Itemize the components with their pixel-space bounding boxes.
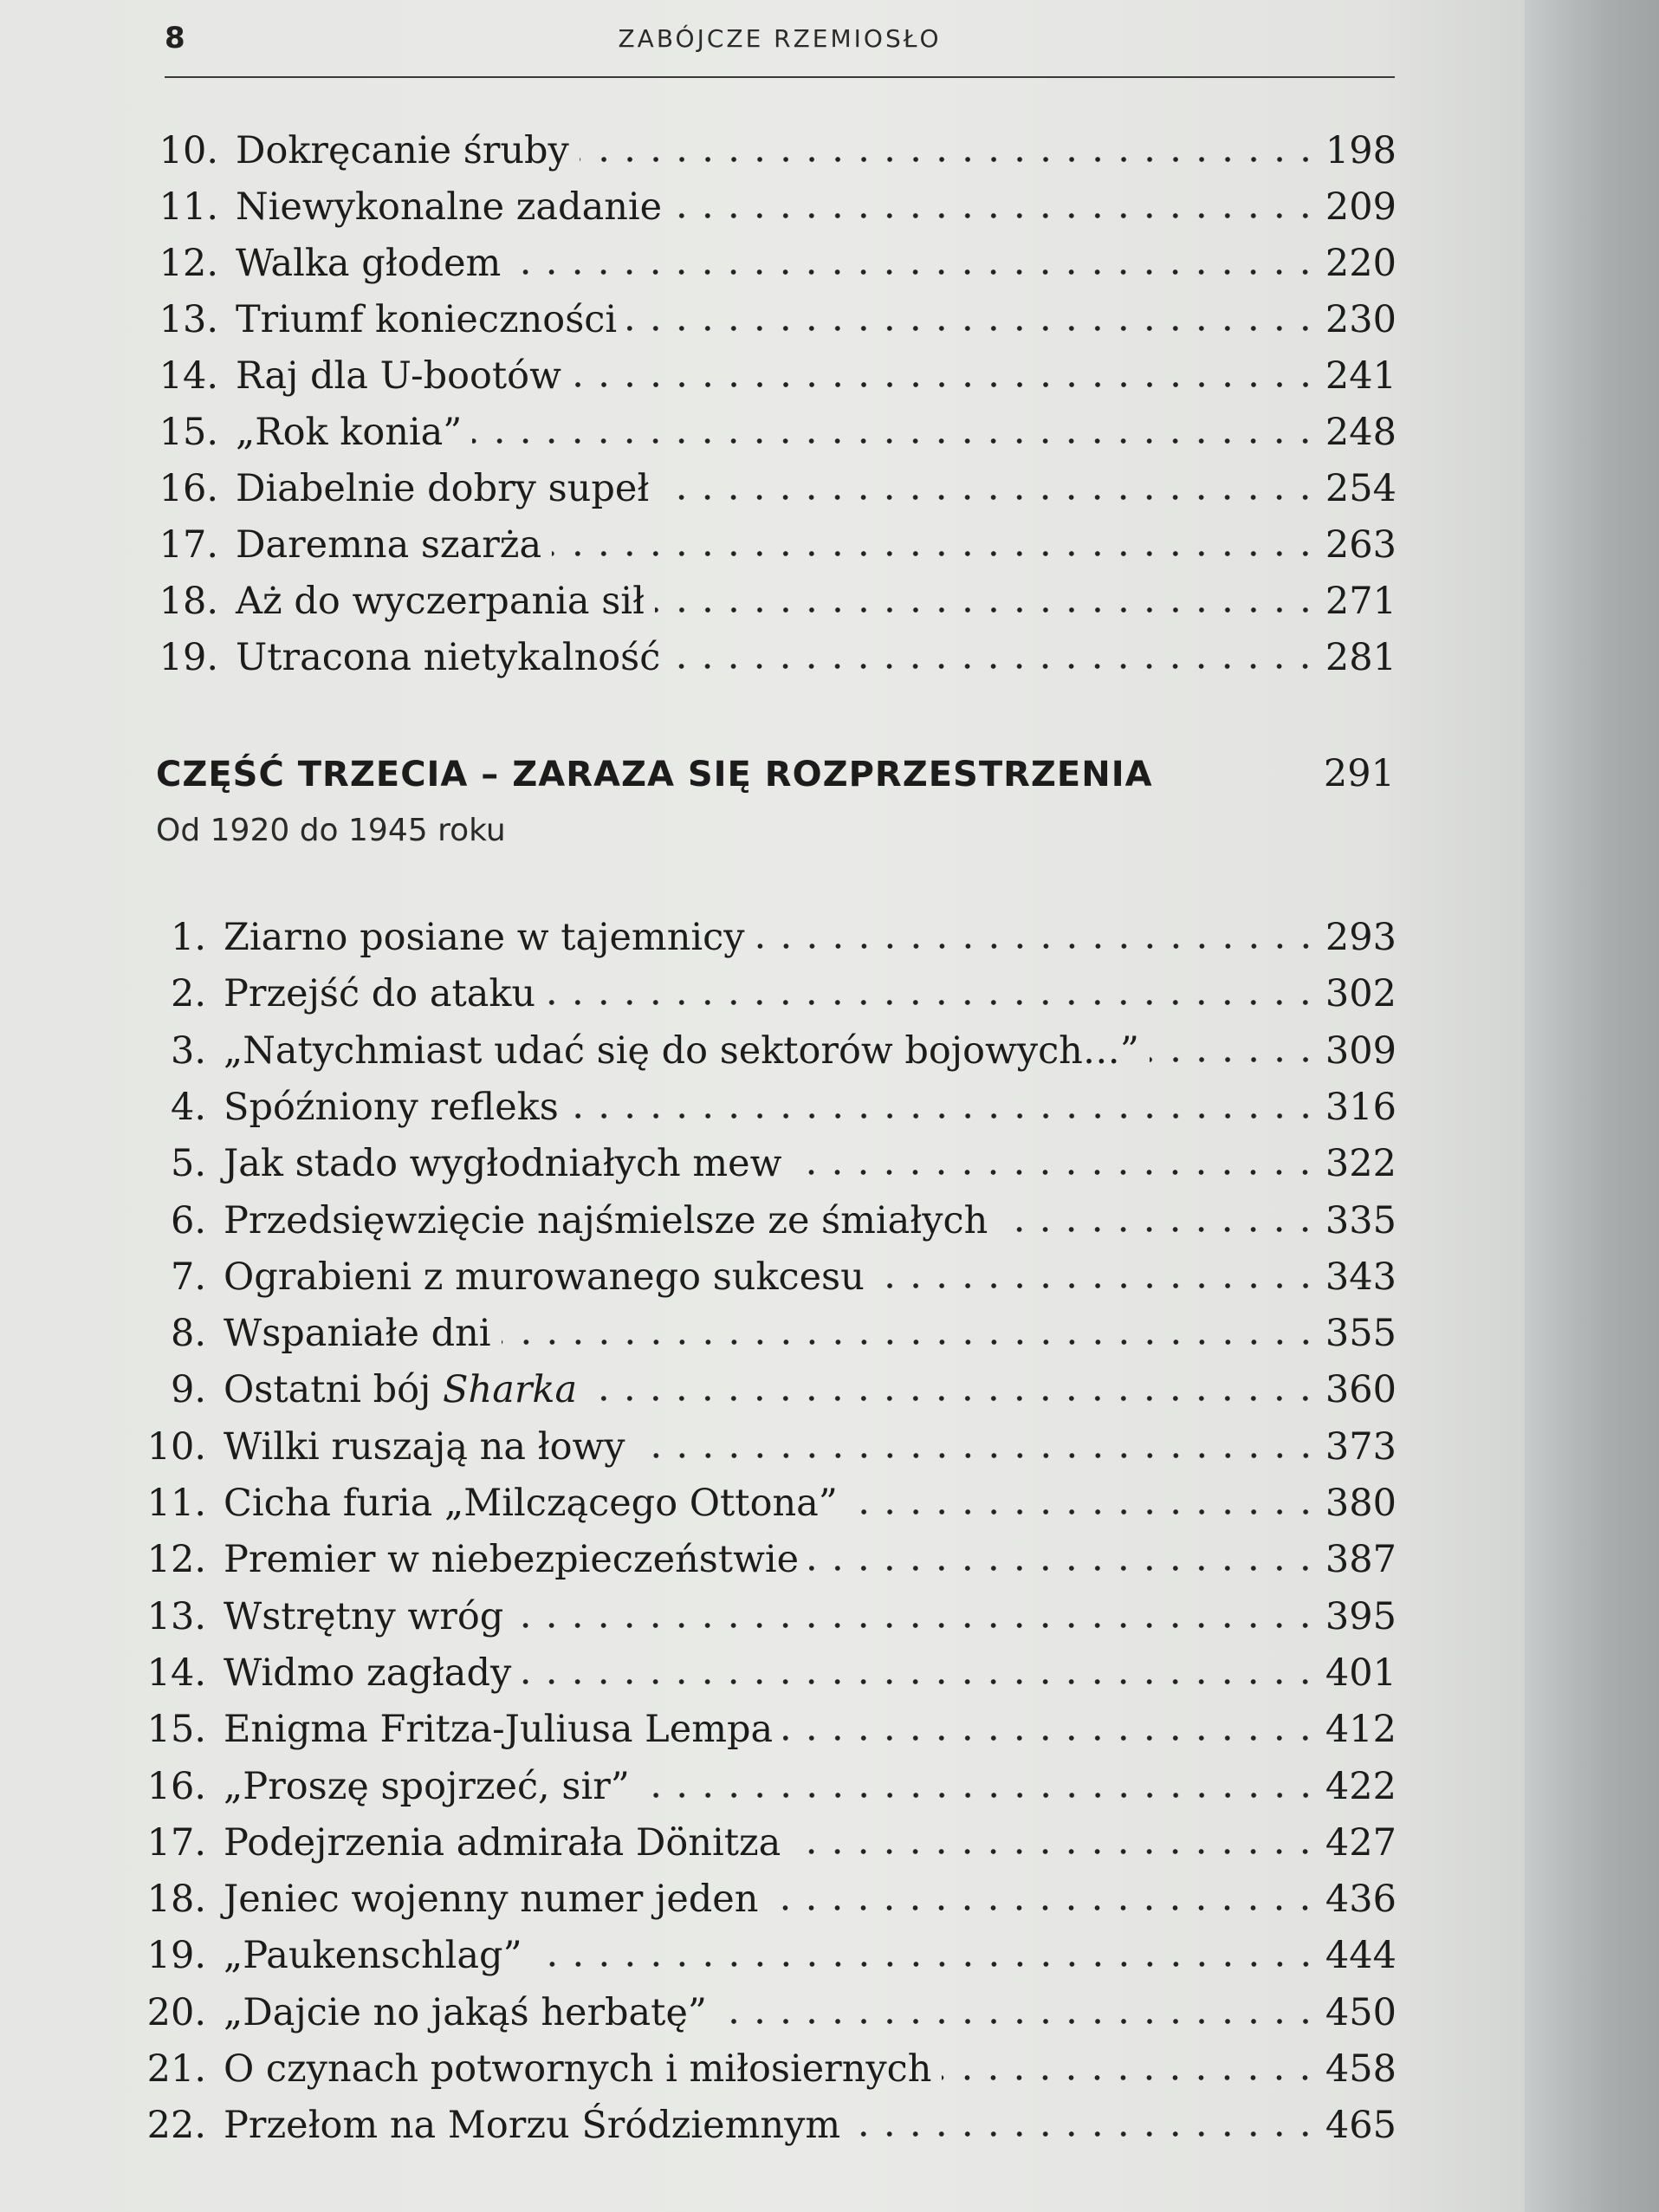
toc-entry-title-text: Przejść do ataku xyxy=(224,972,536,1016)
toc-entry-title xyxy=(224,1703,773,1755)
toc-entry-page-number: 427 xyxy=(1325,1820,1397,1865)
toc-entry-page-number: 309 xyxy=(1325,1028,1397,1073)
toc-entry-title xyxy=(224,2043,931,2095)
toc-entry xyxy=(139,1195,1397,1247)
toc-entry-number: 15. xyxy=(146,1708,206,1752)
toc-entry xyxy=(156,294,1397,346)
toc-entry xyxy=(156,237,1397,289)
toc-entry-title xyxy=(224,1477,838,1529)
toc-entry xyxy=(139,1703,1397,1755)
toc-entry-title-text: Przedsięwzięcie najśmielsze ze śmiałych xyxy=(224,1198,988,1242)
toc-entry-title-text: Jak stado wygłodniałych mew xyxy=(224,1142,782,1186)
toc-entry-number: 12. xyxy=(146,1538,206,1582)
dot-leader xyxy=(672,212,1319,219)
page-number: 8 xyxy=(165,21,185,55)
toc-entry-page-number: 302 xyxy=(1325,972,1397,1016)
toc-entry xyxy=(156,632,1397,684)
toc-entry-page-number: 465 xyxy=(1325,2104,1397,2148)
toc-entry xyxy=(139,911,1397,963)
toc-entry-title xyxy=(236,406,462,458)
toc-entry-page-number: 220 xyxy=(1325,242,1397,285)
toc-entry-number: 6. xyxy=(170,1198,206,1242)
toc-entry-title-text: Widmo zagłady xyxy=(224,1651,512,1695)
toc-entry-title xyxy=(236,181,662,233)
toc-entry-title-text: Spóźniony refleks xyxy=(224,1085,559,1129)
toc-entry-title-text: „Rok konia” xyxy=(236,411,463,454)
dot-leader xyxy=(533,1961,1319,1968)
dot-leader xyxy=(717,2018,1319,2025)
toc-entry-title xyxy=(224,1138,781,1190)
dot-leader xyxy=(472,438,1319,444)
toc-entry-page-number: 444 xyxy=(1325,1934,1397,1978)
toc-entry-number: 17. xyxy=(146,1820,206,1865)
toc-entry-number: 13. xyxy=(146,1594,206,1638)
dot-leader xyxy=(511,269,1319,276)
running-title: ZABÓJCZE RZEMIOSŁO xyxy=(618,24,942,53)
toc-entry xyxy=(139,1081,1397,1133)
toc-entry-page-number: 355 xyxy=(1325,1312,1397,1356)
toc-entry xyxy=(156,463,1397,515)
toc-entry-title xyxy=(224,1025,1139,1077)
toc-entry-title xyxy=(224,2099,840,2151)
toc-entry-number: 10. xyxy=(159,129,218,172)
toc-entry-number: 17. xyxy=(159,523,218,567)
dot-leader xyxy=(809,1565,1319,1572)
toc-entry-title-text: „Dajcie no jakąś herbatę” xyxy=(224,1990,707,2034)
toc-entry-page-number: 316 xyxy=(1325,1085,1397,1129)
toc-entry-number: 21. xyxy=(146,2047,206,2091)
toc-entry-number: 1. xyxy=(170,916,206,959)
toc-entry-number: 22. xyxy=(146,2104,206,2148)
dot-leader xyxy=(587,1395,1319,1402)
toc-entry-title xyxy=(236,125,569,177)
dot-leader xyxy=(569,1112,1319,1119)
toc-entry-title-text: Wspaniałe dni xyxy=(224,1312,491,1356)
toc-entry-page-number: 322 xyxy=(1325,1142,1397,1186)
toc-entry-title-text: Utracona nietykalność xyxy=(236,636,661,679)
toc-entry-title xyxy=(236,632,660,684)
dot-leader xyxy=(791,1848,1319,1855)
dot-leader xyxy=(783,1735,1319,1742)
toc-entry-number: 5. xyxy=(170,1142,206,1186)
toc-entry xyxy=(139,2099,1397,2151)
toc-entry-title xyxy=(224,1251,865,1303)
toc-entry-number: 19. xyxy=(146,1934,206,1978)
toc-entry-page-number: 230 xyxy=(1325,298,1397,341)
toc-entry-title xyxy=(224,1987,707,2039)
toc-entry-title-text: Niewykonalne zadanie xyxy=(236,185,663,229)
toc-entry-title-text: Wstrętny wróg xyxy=(224,1594,504,1638)
toc-entry-number: 18. xyxy=(146,1878,206,1922)
toc-entry-page-number: 263 xyxy=(1325,523,1397,567)
toc-entry xyxy=(139,1025,1397,1077)
toc-entry-title-text: Dokręcanie śruby xyxy=(236,129,569,172)
toc-entry-title-text: Walka głodem xyxy=(236,242,502,285)
toc-entry xyxy=(139,1138,1397,1190)
toc-entry-title-text: Diabelnie dobry supeł xyxy=(236,467,650,510)
toc-entry-title xyxy=(236,350,561,402)
toc-entry-title xyxy=(224,911,745,963)
toc-entry-title-text: Raj dla U-bootów xyxy=(236,354,561,398)
toc-entry-title xyxy=(224,1647,511,1699)
part-three-heading xyxy=(156,752,1395,795)
toc-entry-title-text: Ostatni bój xyxy=(224,1368,444,1412)
dot-leader xyxy=(875,1282,1319,1289)
toc-entry xyxy=(139,1307,1397,1359)
toc-entry xyxy=(139,1477,1397,1529)
toc-entry-page-number: 373 xyxy=(1325,1424,1397,1469)
dot-leader xyxy=(546,999,1319,1006)
dot-leader xyxy=(1150,1056,1319,1063)
toc-entry-page-number: 360 xyxy=(1325,1368,1397,1412)
toc-entry xyxy=(139,1251,1397,1303)
toc-entry-title xyxy=(224,1591,503,1643)
toc-entry xyxy=(139,1761,1397,1813)
toc-entry-title-text: „Paukenschlag” xyxy=(224,1934,522,1978)
toc-entry xyxy=(139,1987,1397,2039)
toc-entry xyxy=(156,125,1397,177)
toc-entry-number: 14. xyxy=(146,1651,206,1695)
toc-entry-page-number: 436 xyxy=(1325,1878,1397,1922)
toc-entry-title-text: Podejrzenia admirała Dönitza xyxy=(224,1820,781,1865)
toc-entry-title-text: „Proszę spojrzeć, sir” xyxy=(224,1764,630,1808)
toc-entry-page-number: 458 xyxy=(1325,2047,1397,2091)
toc-entry-page-number: 395 xyxy=(1325,1594,1397,1638)
toc-entry-number: 2. xyxy=(170,972,206,1016)
dot-leader xyxy=(627,325,1319,332)
toc-entry-number: 4. xyxy=(170,1085,206,1129)
toc-entry-number: 7. xyxy=(170,1255,206,1299)
toc-entry xyxy=(139,1930,1397,1982)
toc-entry-title-text: O czynach potwornych i miłosiernych xyxy=(224,2047,932,2091)
toc-entry-number: 3. xyxy=(170,1028,206,1073)
dot-leader xyxy=(942,2074,1318,2081)
part-three-subtitle: Od 1920 do 1945 roku xyxy=(156,813,506,848)
dot-leader xyxy=(998,1226,1319,1233)
part-three-title: CZĘŚĆ TRZECIA – ZARAZA SIĘ ROZPRZESTRZENIA xyxy=(156,755,1153,795)
dot-leader xyxy=(755,943,1319,950)
toc-entry-page-number: 254 xyxy=(1325,467,1397,510)
dot-leader xyxy=(636,1452,1319,1459)
toc-entry xyxy=(139,2043,1397,2095)
toc-entry-number: 15. xyxy=(159,411,218,454)
toc-entry-title xyxy=(224,1081,559,1133)
toc-entry-page-number: 343 xyxy=(1325,1255,1397,1299)
toc-entry-title xyxy=(224,1873,758,1925)
toc-entry xyxy=(156,350,1397,402)
dot-leader xyxy=(580,156,1319,163)
dot-leader xyxy=(572,381,1319,388)
dot-leader xyxy=(640,1792,1319,1799)
toc-entry-page-number: 450 xyxy=(1325,1990,1397,2034)
toc-entry xyxy=(156,406,1397,458)
dot-leader xyxy=(848,1508,1319,1515)
toc-entry-number: 16. xyxy=(159,467,218,510)
toc-entry-number: 16. xyxy=(146,1764,206,1808)
toc-entry-page-number: 293 xyxy=(1325,916,1397,959)
toc-entry-number: 12. xyxy=(159,242,218,285)
toc-entry xyxy=(156,575,1397,627)
toc-entry-title-text: Premier w niebezpieczeństwie xyxy=(224,1538,800,1582)
toc-entry-number: 11. xyxy=(146,1482,206,1525)
dot-leader xyxy=(851,2131,1319,2137)
toc-entry-number: 11. xyxy=(159,185,218,229)
part-three-page-number: 291 xyxy=(1323,752,1395,795)
toc-entry-number: 13. xyxy=(159,298,218,341)
toc-entry xyxy=(139,1591,1397,1643)
toc-entry-page-number: 198 xyxy=(1325,129,1397,172)
dot-leader xyxy=(522,1678,1319,1685)
toc-entry-number: 18. xyxy=(159,580,218,623)
toc-entry-page-number: 209 xyxy=(1325,185,1397,229)
toc-entry-page-number: 401 xyxy=(1325,1651,1397,1695)
toc-entry-title-text: Cicha furia „Milczącego Ottona” xyxy=(224,1482,838,1525)
dot-leader xyxy=(659,494,1319,501)
toc-entry-title-text: Ograbieni z murowanego sukcesu xyxy=(224,1255,865,1299)
toc-entry-number: 8. xyxy=(170,1312,206,1356)
dot-leader xyxy=(552,550,1319,557)
toc-entry-title xyxy=(224,1364,577,1416)
toc-entry-title xyxy=(224,1761,630,1813)
toc-entry xyxy=(139,1421,1397,1473)
toc-entry xyxy=(139,968,1397,1020)
toc-entry-number: 9. xyxy=(170,1368,206,1412)
toc-entry-title-text: Ziarno posiane w tajemnicy xyxy=(224,916,745,959)
dot-leader xyxy=(671,663,1319,670)
toc-entry-title-text: Aż do wyczerpania sił xyxy=(236,580,645,623)
toc-entry-title-text: Triumf konieczności xyxy=(236,298,618,341)
toc-entry-title xyxy=(224,1930,522,1982)
toc-entry xyxy=(139,1873,1397,1925)
toc-entry-title-text: Enigma Fritza-Juliusa Lempa xyxy=(224,1708,774,1752)
toc-entry xyxy=(139,1647,1397,1699)
toc-entry-page-number: 281 xyxy=(1325,636,1397,679)
toc-entry-title xyxy=(236,237,501,289)
toc-entry xyxy=(156,181,1397,233)
dot-leader xyxy=(502,1339,1319,1346)
toc-entry xyxy=(156,519,1397,571)
toc-entry xyxy=(139,1364,1397,1416)
toc-entry-title xyxy=(224,1817,781,1869)
toc-entry-page-number: 335 xyxy=(1325,1198,1397,1242)
toc-entry-number: 14. xyxy=(159,354,218,398)
toc-entry-title-text: Wilki ruszają na łowy xyxy=(224,1424,625,1469)
page-header xyxy=(165,16,1395,78)
toc-entry-page-number: 248 xyxy=(1325,411,1397,454)
dot-leader xyxy=(655,607,1319,613)
toc-entry-number: 19. xyxy=(159,636,218,679)
toc-entry-number: 20. xyxy=(146,1990,206,2034)
toc-entry-title xyxy=(236,463,649,515)
toc-entry xyxy=(139,1534,1397,1586)
toc-entry-title-text: Daremna szarża xyxy=(236,523,542,567)
toc-entry-title xyxy=(224,1421,625,1473)
dot-leader xyxy=(792,1169,1318,1176)
dot-leader xyxy=(514,1622,1319,1629)
toc-entry-page-number: 271 xyxy=(1325,580,1397,623)
toc-entry-title xyxy=(224,1195,988,1247)
toc-entry-page-number: 241 xyxy=(1325,354,1397,398)
toc-entry-title-text: „Natychmiast udać się do sektorów bojowych…” xyxy=(224,1028,1139,1073)
toc-entry-page-number: 380 xyxy=(1325,1482,1397,1525)
toc-entry-title xyxy=(224,1307,491,1359)
toc-entry xyxy=(139,1817,1397,1869)
toc-entry-title-italic: Sharka xyxy=(443,1368,578,1412)
opposite-page-edge xyxy=(1525,0,1659,2212)
toc-entry-title xyxy=(236,519,541,571)
toc-entry-title xyxy=(236,294,617,346)
toc-entry-number: 10. xyxy=(146,1424,206,1469)
toc-entry-title xyxy=(224,968,535,1020)
toc-entry-page-number: 387 xyxy=(1325,1538,1397,1582)
toc-entry-title xyxy=(236,575,645,627)
toc-entry-title xyxy=(224,1534,799,1586)
toc-entry-page-number: 422 xyxy=(1325,1764,1397,1808)
dot-leader xyxy=(768,1904,1318,1911)
toc-entry-title-text: Przełom na Morzu Śródziemnym xyxy=(224,2104,841,2148)
toc-entry-page-number: 412 xyxy=(1325,1708,1397,1752)
toc-entry-title-text: Jeniec wojenny numer jeden xyxy=(224,1878,759,1922)
